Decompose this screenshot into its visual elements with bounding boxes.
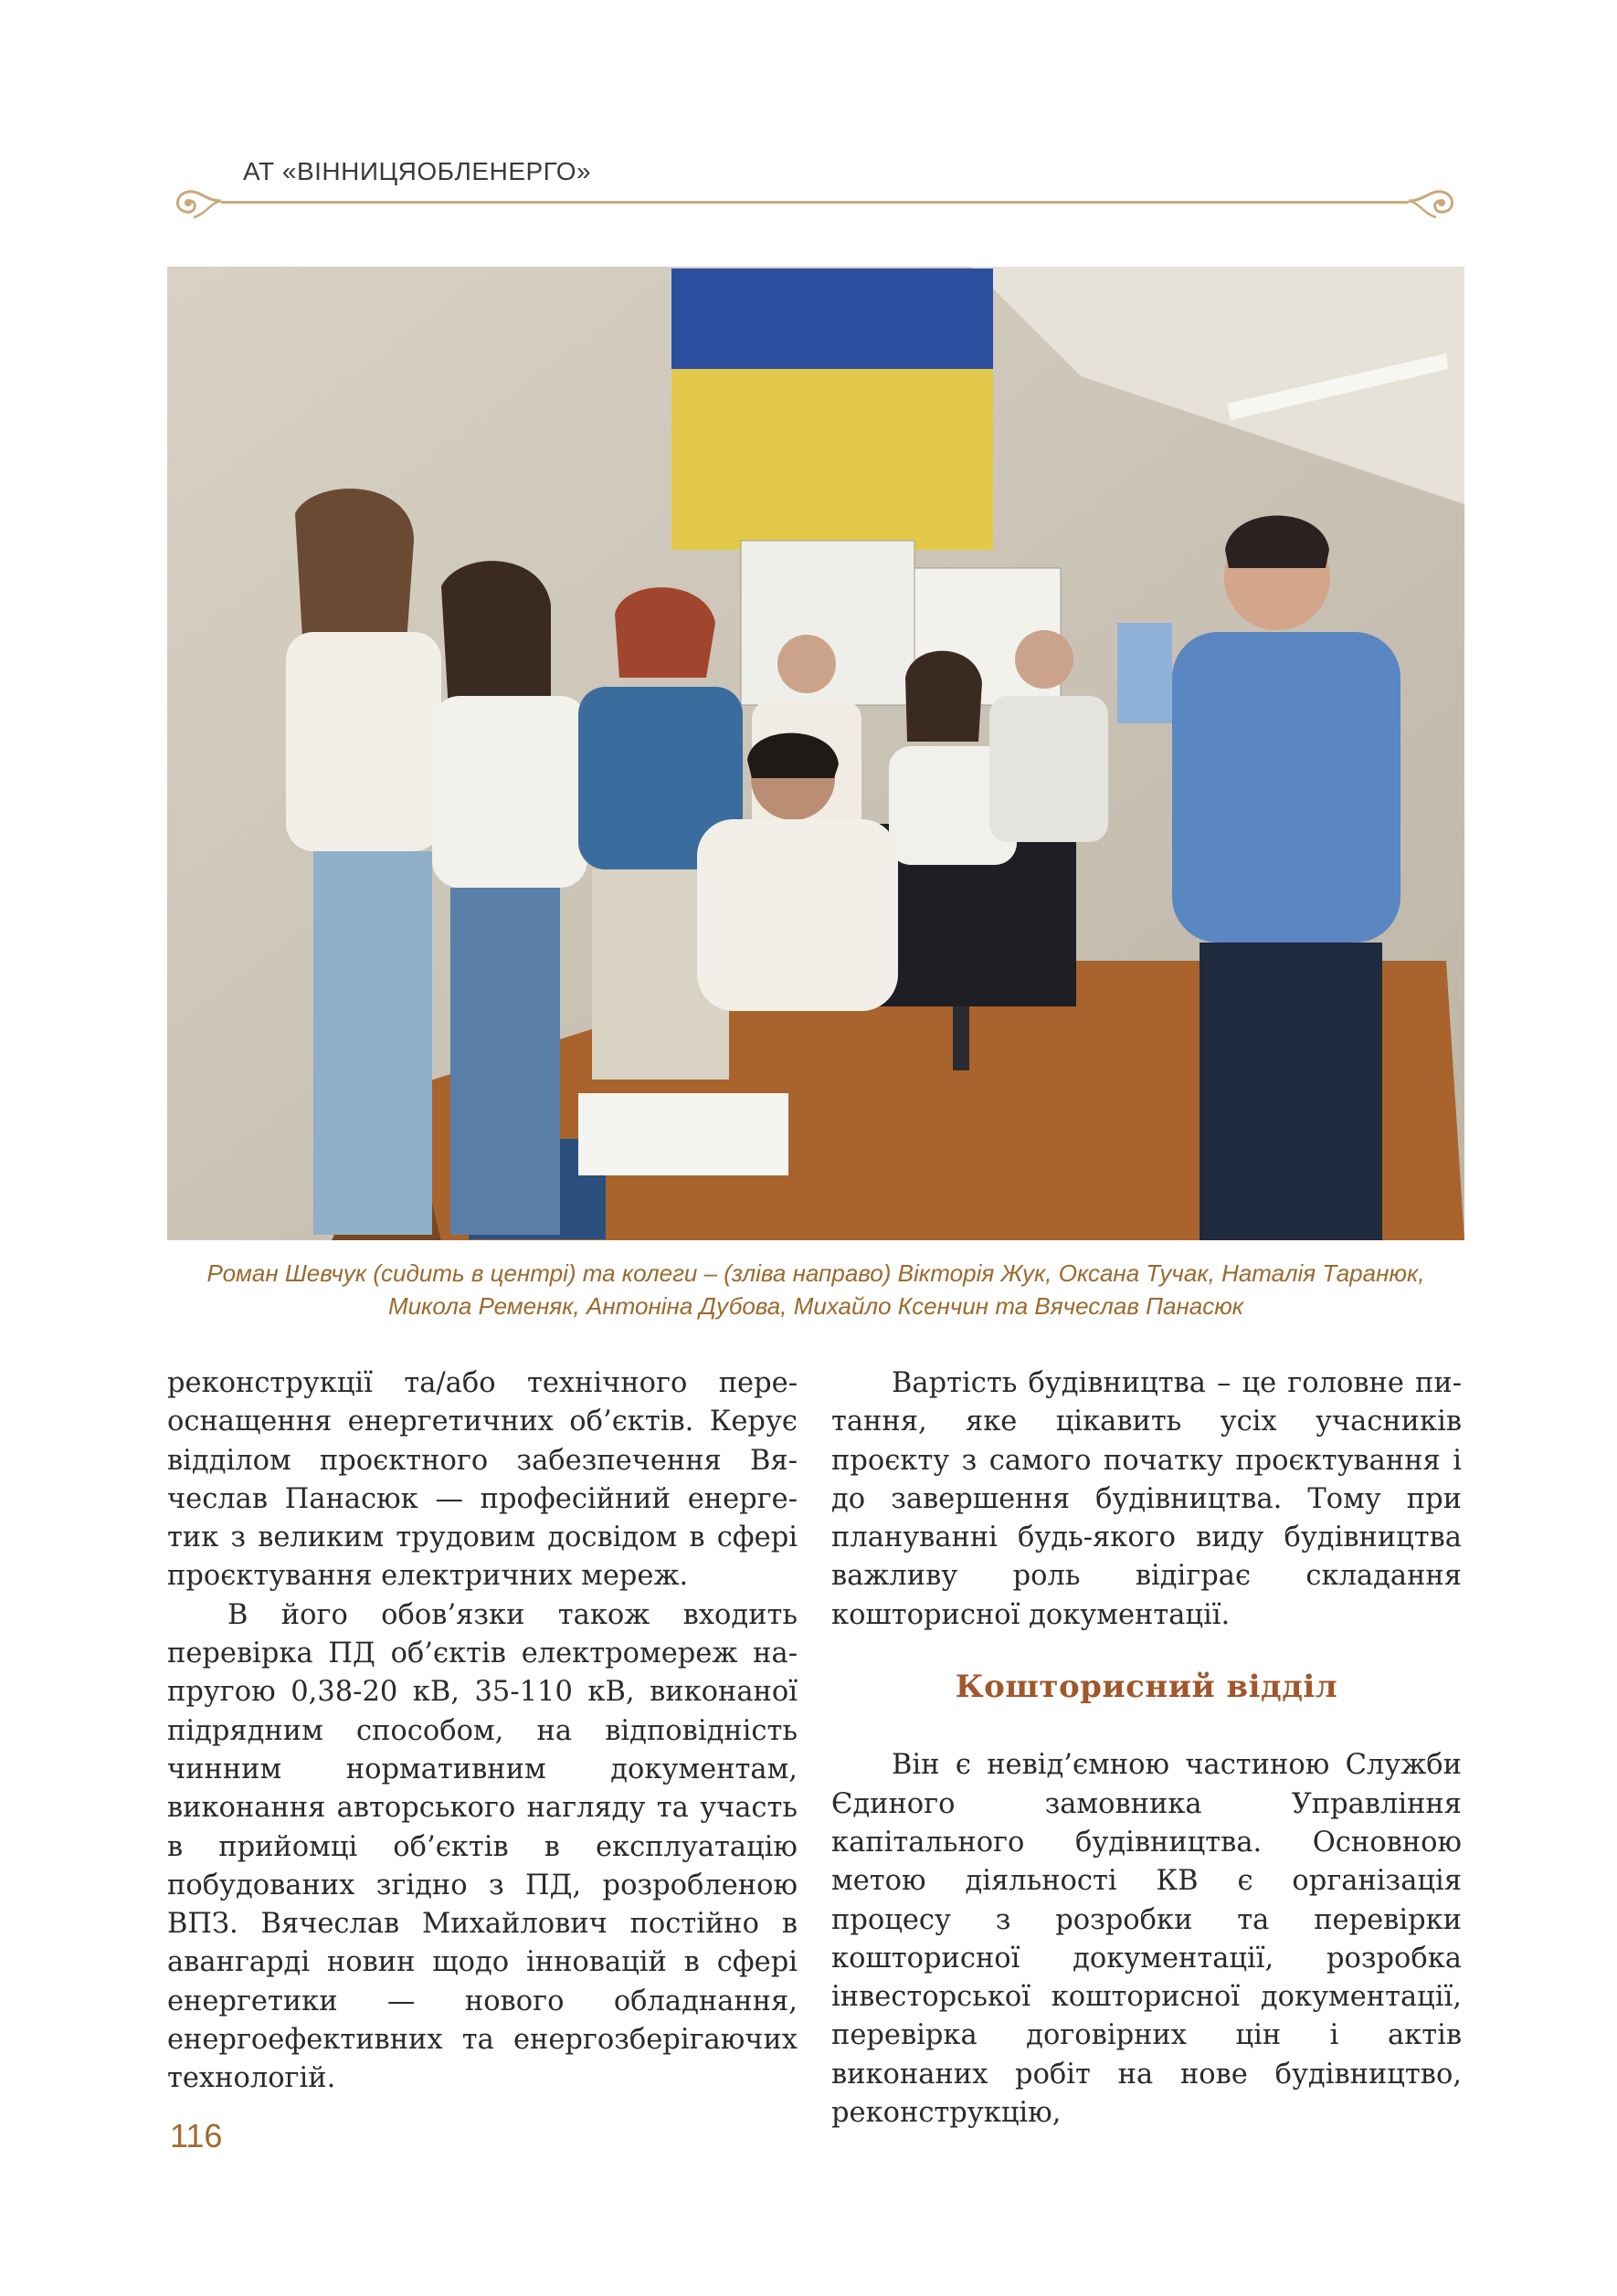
- right-column: [831, 1364, 1462, 2133]
- flourish-left-icon: [166, 172, 225, 226]
- caption-line-1: Роман Шевчук (сидить в центрі) та колеги – (зліва направо) Вікторія Жук, Оксана Тучак, Наталія Таранюк,: [206, 1259, 1425, 1287]
- left-paragraph-2: В його обов’язки також входить перевірка ПД об’єктів електромереж напругою 0,38-20 кВ, 35-110 кВ, виконаної підрядним способом, на відповідність чинним нормативним документам, виконання авторського нагляду та участь в прийомці об’єктів в експлуатацію побудованих згідно з ПД, розробленою ВПЗ. Вячеслав Михайлович постійно в авангарді новин щодо інновацій в сфері енергетики — нового обладнання, енергоефективних та енергозберігаючих технологій.: [167, 1598, 798, 2095]
- right-paragraph-2: Він є невід’ємною частиною Служби Єдиного замовника Управління капітального будівництва. Основною метою діяльності КВ є організація процесу з розробки та перевірки кошторисної документації, розробка інвесторської кошторисної документації, перевірка договірних цін і актів виконаних робіт на нове будівництво, реконструкцію,: [831, 1749, 1462, 2130]
- section-heading: Кошторисний відділ: [955, 1669, 1338, 1706]
- group-photo: [167, 267, 1464, 1240]
- running-header-title: АТ «ВІННИЦЯОБЛЕНЕРГО»: [243, 157, 592, 185]
- running-header: [166, 153, 1464, 236]
- left-column: [167, 1364, 798, 2099]
- photo-caption: [167, 1257, 1464, 1322]
- group-photo-image: [167, 267, 1464, 1240]
- caption-line-2: Микола Ременяк, Антоніна Дубова, Михайло Ксенчин та Вячеслав Панасюк: [387, 1292, 1244, 1320]
- left-paragraph-1: реконструкції та/або технічного переоснащення енергетичних об’єктів. Керує відділом проєктного забезпечення Вячеслав Панасюк — професійний енергетик з великим трудовим досвідом в сфері проєктування електричних мереж.: [167, 1367, 798, 1593]
- flourish-right-icon: [1405, 172, 1464, 226]
- page-number: 116: [170, 2117, 223, 2154]
- right-paragraph-1: Вартість будівництва – це головне питання, яке цікавить усіх учасників проєкту з самого початку проєктування і до завершення будівництва. Тому при плануванні будь-якого виду будівництва важливу роль відіграє складання кошторисної документації.: [831, 1367, 1462, 1631]
- header-divider: [221, 201, 1409, 204]
